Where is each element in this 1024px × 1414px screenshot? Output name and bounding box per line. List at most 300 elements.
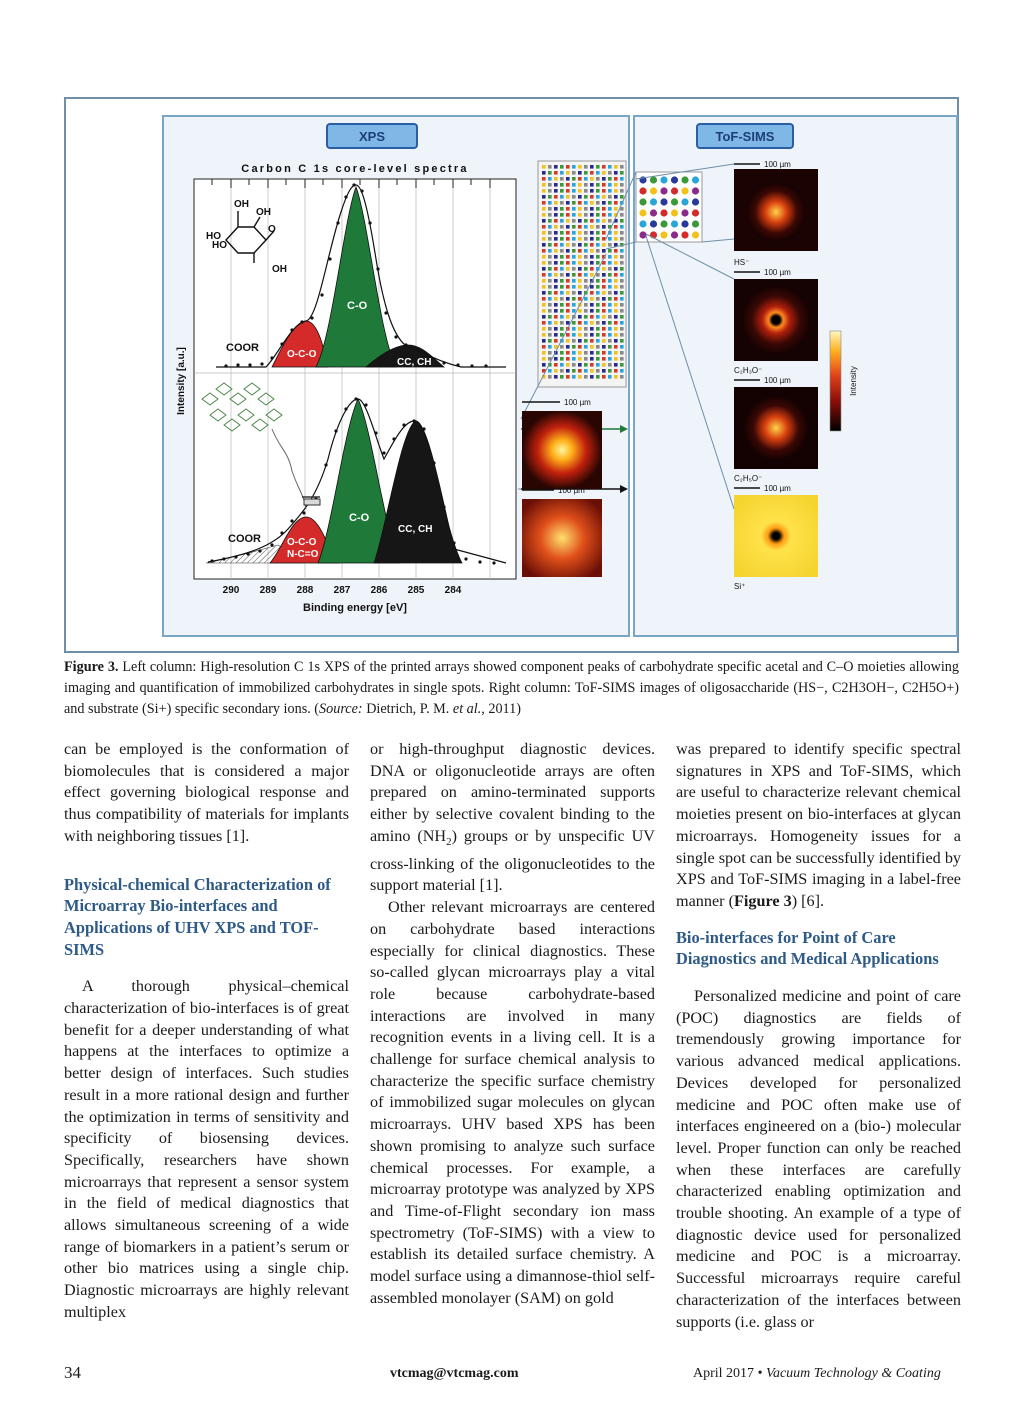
microarray-spot (602, 279, 606, 283)
microarray-spot (548, 189, 552, 193)
microarray-spot (602, 165, 606, 169)
microarray-spot (584, 177, 588, 181)
microarray-spot (602, 309, 606, 313)
microarray-spot (566, 303, 570, 307)
microarray-spot (614, 285, 618, 289)
microarray-spot (578, 267, 582, 271)
microarray-spot (596, 201, 600, 205)
microarray-spot (590, 225, 594, 229)
microarray-spot (542, 339, 546, 343)
microarray-spot (596, 369, 600, 373)
microarray-spot (608, 339, 612, 343)
microarray-spot (542, 189, 546, 193)
microarray-spot (614, 363, 618, 367)
microarray-spot (560, 297, 564, 301)
xps-image-cc (522, 486, 602, 577)
microarray-spot (596, 279, 600, 283)
zoomed-spot (650, 176, 657, 183)
microarray-spot (554, 201, 558, 205)
microarray-spot (548, 369, 552, 373)
microarray-spot (548, 177, 552, 181)
microarray-spot (566, 183, 570, 187)
microarray-spot (584, 207, 588, 211)
microarray-spot (548, 207, 552, 211)
microarray-spot (602, 183, 606, 187)
microarray-spot (608, 321, 612, 325)
microarray-spot (584, 297, 588, 301)
microarray-spot (620, 273, 624, 277)
microarray-spot (596, 177, 600, 181)
microarray-spot (566, 339, 570, 343)
microarray-spot (608, 279, 612, 283)
microarray-spot (572, 291, 576, 295)
microarray-spot (566, 207, 570, 211)
microarray-spot (608, 327, 612, 331)
microarray-spot (602, 237, 606, 241)
microarray-spot (560, 273, 564, 277)
microarray-spot (584, 261, 588, 265)
microarray-spot (554, 177, 558, 181)
microarray-spot (596, 249, 600, 253)
molecule-oh-label: OH (256, 207, 271, 218)
microarray-spot (620, 279, 624, 283)
microarray-spot (548, 261, 552, 265)
microarray-spot (542, 219, 546, 223)
zoomed-spot (671, 198, 678, 205)
figure-graphics (66, 99, 957, 651)
microarray-spot (614, 279, 618, 283)
microarray-spot (548, 309, 552, 313)
x-axis-ticks (223, 585, 462, 596)
zoomed-spot (650, 209, 657, 216)
microarray-spot (590, 369, 594, 373)
microarray-spot (590, 195, 594, 199)
footer-date: April 2017 (693, 1366, 755, 1381)
microarray-spot (578, 333, 582, 337)
microarray-spot (596, 339, 600, 343)
spectrum-title: Carbon C 1s core-level spectra (241, 163, 469, 175)
microarray-spot (602, 339, 606, 343)
microarray-spot (590, 219, 594, 223)
microarray-spot (542, 255, 546, 259)
microarray-spot (590, 201, 594, 205)
microarray-spot (596, 207, 600, 211)
microarray-spot (608, 357, 612, 361)
microarray-spot (566, 201, 570, 205)
microarray-spot (596, 351, 600, 355)
microarray-spot (590, 231, 594, 235)
zoomed-spot (660, 187, 667, 194)
svg-text:288: 288 (296, 585, 314, 596)
molecule-oh-label: OH (272, 264, 287, 275)
microarray-spot (584, 333, 588, 337)
microarray-spot (548, 243, 552, 247)
microarray-spot (596, 303, 600, 307)
svg-text:100 µm: 100 µm (764, 268, 791, 277)
microarray-spot (596, 261, 600, 265)
microarray-spot (542, 261, 546, 265)
microarray-spot (608, 267, 612, 271)
zoomed-spot (639, 198, 646, 205)
microarray-spot (554, 297, 558, 301)
microarray-spot (578, 363, 582, 367)
microarray-spot (542, 267, 546, 271)
microarray-spot (590, 357, 594, 361)
microarray-spot (560, 369, 564, 373)
microarray-spot (614, 255, 618, 259)
microarray-spot (560, 231, 564, 235)
svg-text:287: 287 (333, 585, 351, 596)
microarray-spot (548, 285, 552, 289)
microarray-spot (542, 165, 546, 169)
microarray-spot (578, 375, 582, 379)
microarray-spot (566, 357, 570, 361)
top-co-label: C-O (347, 300, 368, 312)
zoomed-spot (639, 220, 646, 227)
microarray-spot (566, 363, 570, 367)
microarray-spot (560, 333, 564, 337)
microarray-spot (608, 255, 612, 259)
microarray-spot (590, 189, 594, 193)
microarray-spot (548, 297, 552, 301)
microarray-spot (566, 189, 570, 193)
microarray-spot (554, 375, 558, 379)
microarray-spot (572, 231, 576, 235)
microarray-spot (596, 273, 600, 277)
svg-text:C₂H₅O⁻: C₂H₅O⁻ (734, 474, 763, 483)
microarray-spot (560, 225, 564, 229)
microarray-spot (614, 237, 618, 241)
microarray-spot (584, 165, 588, 169)
svg-text:285: 285 (407, 585, 425, 596)
microarray-spot (608, 351, 612, 355)
microarray-spot (584, 243, 588, 247)
microarray-spot (590, 273, 594, 277)
microarray-spot (596, 309, 600, 313)
col3-text: ) [6]. (791, 891, 825, 910)
microarray-spot (614, 309, 618, 313)
zoomed-spot (639, 209, 646, 216)
microarray-spot (602, 327, 606, 331)
microarray-spot (560, 249, 564, 253)
svg-text:Intensity: Intensity (849, 366, 858, 396)
microarray-spot (584, 249, 588, 253)
microarray-spot (542, 237, 546, 241)
microarray-spot (602, 201, 606, 205)
zoomed-spot (681, 176, 688, 183)
microarray-spot (554, 315, 558, 319)
microarray-spot (620, 267, 624, 271)
microarray-spot (554, 369, 558, 373)
zoomed-spot (650, 198, 657, 205)
microarray-spot (560, 177, 564, 181)
column-2 (370, 739, 655, 1310)
figure-reference: Figure 3 (733, 891, 792, 910)
molecule-ho-label: HO (206, 231, 221, 242)
microarray-spot (554, 189, 558, 193)
microarray-spot (566, 369, 570, 373)
microarray-spot (548, 225, 552, 229)
intensity-colorbar (830, 331, 858, 431)
tof-image-si (734, 484, 818, 591)
microarray-spot (608, 219, 612, 223)
microarray-spot (548, 375, 552, 379)
microarray-spot (578, 183, 582, 187)
microarray-spot (584, 189, 588, 193)
microarray-spot (620, 333, 624, 337)
svg-text:100 µm: 100 µm (558, 486, 585, 495)
microarray-spot (614, 207, 618, 211)
microarray-spot (620, 321, 624, 325)
microarray-spot (584, 171, 588, 175)
zoomed-spot (681, 231, 688, 238)
microarray-spot (620, 195, 624, 199)
microarray-spot (620, 225, 624, 229)
microarray-spot (614, 273, 618, 277)
microarray-spot (602, 189, 606, 193)
microarray-spot (542, 279, 546, 283)
microarray-spot (608, 345, 612, 349)
col1-paragraph-2: A thorough physical–chemical characterization of bio-interfaces is of great benefit for a deeper understanding of what happens at the interfaces to optimize a better design of interfaces. Such studies result in a more rational design and further the optimization in terms of sensitivity and specificity of biosensing devices. Specifically, researchers have shown microarrays that represent a sensor system in the field of medical diagnostics that allows simultaneous screening of a wide range of biomarkers in a patient’s serum or other bio matrices using a single chip. Diagnostic microarrays are highly relevant multiplex (64, 977, 349, 1321)
tof-sims-title: ToF-SIMS (715, 129, 775, 144)
microarray-spot (620, 261, 624, 265)
microarray-spot (560, 243, 564, 247)
microarray-spot (590, 303, 594, 307)
microarray-spot (596, 333, 600, 337)
microarray-spot (566, 279, 570, 283)
microarray-spot (572, 183, 576, 187)
microarray-spot (602, 267, 606, 271)
microarray-spot (548, 249, 552, 253)
col1-paragraph-1: can be employed is the conformation of biomolecules that is considered a major effect governing biological response and thus compatibility of materials for implants with neighboring tissues [1]. (64, 740, 349, 845)
microarray-spot (620, 189, 624, 193)
microarray-spot (608, 285, 612, 289)
microarray-spot (584, 237, 588, 241)
microarray-spot (584, 339, 588, 343)
microarray-spot (578, 279, 582, 283)
microarray-spot (548, 333, 552, 337)
microarray-spot (620, 297, 624, 301)
microarray-spot (602, 213, 606, 217)
zoomed-spot (660, 220, 667, 227)
microarray-spot (566, 171, 570, 175)
microarray-spot (542, 321, 546, 325)
microarray-spot (542, 351, 546, 355)
molecule-o-label: O (268, 224, 276, 235)
microarray-spot (578, 357, 582, 361)
microarray-spot (602, 195, 606, 199)
zoomed-spot (650, 220, 657, 227)
caption-text: Left column: High-resolution C 1s XPS of the printed arrays showed component peaks of carbohydrate specific acetal and C–O moieties allowing imaging and quantification of immobilized carbohydrates in single spots. Right column: ToF-SIMS images of oligosaccharide (HS−, C2H3OH−, C2H5O+) and substrate (Si+) specific secondary ions. ( (64, 659, 959, 717)
microarray-spot (578, 237, 582, 241)
microarray-spot (554, 213, 558, 217)
microarray-spot (584, 285, 588, 289)
microarray-spot (548, 213, 552, 217)
microarray-spot (584, 273, 588, 277)
microarray-spot (572, 165, 576, 169)
microarray-spot (614, 375, 618, 379)
microarray-spot (560, 375, 564, 379)
microarray-spot (578, 177, 582, 181)
microarray-spot (596, 315, 600, 319)
microarray-spot (572, 195, 576, 199)
microarray-spot (542, 183, 546, 187)
microarray-spot (566, 309, 570, 313)
microarray-spot (554, 285, 558, 289)
microarray-spot (554, 237, 558, 241)
microarray-spot (566, 225, 570, 229)
microarray-spot (578, 327, 582, 331)
microarray-spot (614, 345, 618, 349)
col2-subscript: 2 (446, 836, 452, 849)
microarray-spot (620, 171, 624, 175)
microarray-spot (548, 339, 552, 343)
molecule-ho-label: HO (212, 240, 227, 251)
microarray-spot (590, 375, 594, 379)
microarray-spot (614, 261, 618, 265)
microarray-spot (566, 165, 570, 169)
zoomed-spot (671, 187, 678, 194)
microarray-spot (614, 165, 618, 169)
page-number: 34 (64, 1363, 81, 1382)
microarray-spot (578, 219, 582, 223)
microarray-spot (608, 249, 612, 253)
microarray-spot (572, 297, 576, 301)
microarray-spot (578, 243, 582, 247)
microarray-spot (614, 171, 618, 175)
microarray-spot (578, 207, 582, 211)
xps-title-box (327, 124, 417, 148)
microarray-spot (584, 369, 588, 373)
svg-text:289: 289 (259, 585, 277, 596)
microarray-spot (554, 207, 558, 211)
microarray-spot (620, 213, 624, 217)
microarray-spot (608, 363, 612, 367)
microarray-spot (554, 291, 558, 295)
microarray-spot (560, 237, 564, 241)
microarray-spot (578, 213, 582, 217)
microarray-spot (554, 357, 558, 361)
microarray-spot (584, 183, 588, 187)
microarray-spot (620, 285, 624, 289)
microarray-spot (596, 237, 600, 241)
caption-year: , 2011) (481, 701, 521, 717)
microarray-spot (614, 189, 618, 193)
microarray-spot (572, 279, 576, 283)
microarray-spot (566, 285, 570, 289)
microarray-spot (572, 333, 576, 337)
microarray-spot (620, 219, 624, 223)
microarray-spot (620, 249, 624, 253)
zoomed-spot (671, 209, 678, 216)
microarray-spot (584, 345, 588, 349)
microarray-spot (554, 327, 558, 331)
microarray-spot (554, 165, 558, 169)
zoomed-spot (660, 198, 667, 205)
microarray-spot (608, 273, 612, 277)
microarray-spot (590, 249, 594, 253)
zoomed-spot (660, 231, 667, 238)
col2-paragraph-2: Other relevant microarrays are centered on carbohydrate based interactions especially for clinical diagnostics. These so-called glycan microarrays play a vital role because carbohydrate-based interactions are involved in many recognition events in a living cell. It is a challenge for surface chemical analysis to characterize the specific surface chemistry of immobilized sugar molecules on glycan microarrays. UHV based XPS has been shown promising to analyze such surface chemical processes. For example, a microarray prototype was analyzed by XPS and Time-of-Flight secondary ion mass spectrometry (ToF-SIMS) with a view to establish its detailed surface chemistry. A model surface using a dimannose-thiol self-assembled monolayer (SAM) on gold (370, 898, 655, 1307)
col3-paragraph-1 (676, 739, 961, 913)
microarray-spot (584, 309, 588, 313)
molecule-oh-label: OH (234, 199, 249, 210)
microarray-spot (602, 321, 606, 325)
microarray-spot (542, 315, 546, 319)
microarray-spot (542, 273, 546, 277)
microarray-spot (578, 339, 582, 343)
microarray-spot (572, 363, 576, 367)
microarray-spot (584, 375, 588, 379)
microarray-spot (614, 201, 618, 205)
microarray-spot (572, 243, 576, 247)
zoomed-spot (660, 176, 667, 183)
microarray-spot (602, 351, 606, 355)
microarray-spot (584, 255, 588, 259)
microarray-spot (620, 357, 624, 361)
microarray-spot (572, 285, 576, 289)
microarray-spot (560, 321, 564, 325)
microarray-spot (578, 351, 582, 355)
microarray-spot (590, 345, 594, 349)
footer-email: vtcmag@vtcmag.com (390, 1366, 519, 1381)
microarray-spot (560, 291, 564, 295)
microarray-spot (560, 165, 564, 169)
microarray-spot (578, 291, 582, 295)
microarray-spot (560, 207, 564, 211)
microarray-spot (548, 195, 552, 199)
microarray-spot (566, 249, 570, 253)
microarray-spot (596, 357, 600, 361)
microarray-spot (584, 201, 588, 205)
microarray-spot (566, 267, 570, 271)
column-1 (64, 739, 349, 1324)
microarray-spot (590, 321, 594, 325)
microarray-spot (578, 255, 582, 259)
zoomed-spot (639, 231, 646, 238)
microarray-spot (566, 237, 570, 241)
microarray-spot (596, 291, 600, 295)
microarray-spot (548, 279, 552, 283)
microarray-spot (554, 261, 558, 265)
microarray-spot (584, 231, 588, 235)
microarray-spot (584, 351, 588, 355)
microarray-spot (608, 291, 612, 295)
microarray-spot (596, 285, 600, 289)
bottom-cc-label: CC, CH (398, 524, 433, 535)
microarray-spot (542, 363, 546, 367)
microarray-spot (560, 189, 564, 193)
microarray-spot (602, 285, 606, 289)
zoomed-spot (692, 176, 699, 183)
microarray-spot (596, 165, 600, 169)
microarray-spot (614, 315, 618, 319)
microarray-spot (542, 213, 546, 217)
microarray-spot (578, 369, 582, 373)
microarray-spot (548, 171, 552, 175)
microarray-spot (620, 315, 624, 319)
microarray-spot (566, 261, 570, 265)
microarray-spot (620, 291, 624, 295)
svg-text:100 µm: 100 µm (764, 160, 791, 169)
microarray-spot (554, 363, 558, 367)
microarray-spot (590, 177, 594, 181)
col2-text: ) groups or by unspecific UV cross-linking of the oligonucleotides to the support material [1]. (370, 826, 655, 895)
microarray-spot (554, 249, 558, 253)
zoomed-spot (692, 231, 699, 238)
microarray-spot (566, 291, 570, 295)
microarray-spot (590, 243, 594, 247)
